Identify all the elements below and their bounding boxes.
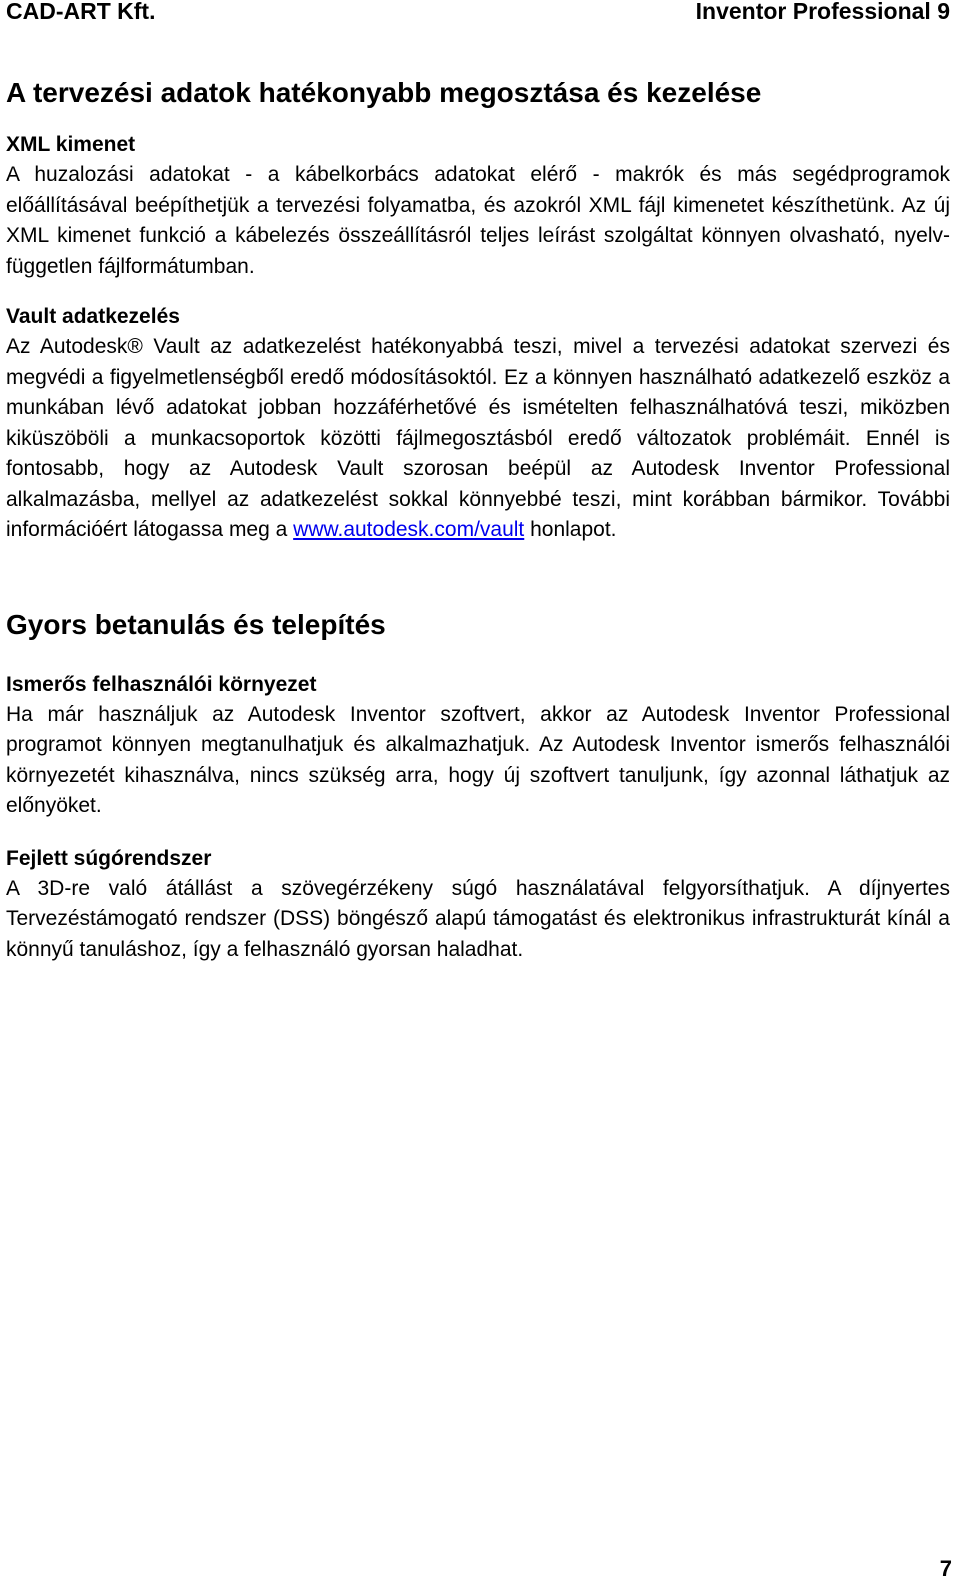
page-header <box>6 0 950 28</box>
vault-text: Az Autodesk® Vault az adatkezelést hatékonyabbá teszi, mivel a tervezési adatokat szervezi és megvédi a figyelmetlenségből eredő módosításoktól. Ez a könnyen használható adatkezelő eszköz a munkában lévő adatokat jobban hozzáférhetővé és ismételten felhasználhatóvá teszi, miközben kiküszöböli a munkacsoportok közötti fájlmegosztásból eredő változatok problémáit. Ennél is fontosabb, hogy az Autodesk Vault szorosan beépül az Autodesk Inventor Professional alkalmazásba, mellyel az adatkezelést sokkal könnyebbé teszi, mint korábban bármikor. További információért látogassa meg a <box>6 335 950 541</box>
help-paragraph: A 3D-re való átállást a szövegérzékeny súgó használatával felgyorsíthatjuk. A díjnyertes Tervezéstámogató rendszer (DSS) böngésző alapú támogatást és elektronikus infrastrukturát kínál a könnyű tanuláshoz, így a felhasználó gyorsan haladhat. <box>6 876 950 961</box>
page-number: 7 <box>939 1556 952 1581</box>
header-company: CAD-ART Kft. <box>6 0 156 24</box>
vault-text-end: honlapot. <box>524 518 617 541</box>
xml-heading: XML kimenet <box>6 133 136 156</box>
familiar-paragraph: Ha már használjuk az Autodesk Inventor szoftvert, akkor az Autodesk Inventor Professional programot könnyen megtanulhatjuk és alkalmazhatjuk. Az Autodesk Inventor ismerős felhasználói környezetét kihasználva, nincs szükség arra, hogy új szoftvert tanuljunk, így azonnal láthatjuk az előnyöket. <box>6 702 950 817</box>
second-title: Gyors betanulás és telepítés <box>6 608 386 640</box>
xml-paragraph: A huzalozási adatokat - a kábelkorbács adatokat elérő - makrók és más segédprogramok előállításával beépíthetjük a tervezési folyamatba, és azokról XML fájl kimenetet készíthetünk. Az új XML kimenet funkció a kábelezés összeállításról teljes leírást szolgáltat könnyen olvasható, nyelv-független fájlformátumban. <box>6 163 950 278</box>
header-product: Inventor Professional 9 <box>695 0 950 24</box>
vault-link[interactable]: www.autodesk.com/vault <box>293 518 525 541</box>
document-page <box>6 0 950 965</box>
main-title: A tervezési adatok hatékonyabb megosztása és kezelése <box>6 77 762 108</box>
familiar-heading: Ismerős felhasználói környezet <box>6 672 317 696</box>
vault-heading: Vault adatkezelés <box>6 305 180 328</box>
help-heading: Fejlett súgórendszer <box>6 846 212 870</box>
vault-paragraph <box>6 332 950 546</box>
